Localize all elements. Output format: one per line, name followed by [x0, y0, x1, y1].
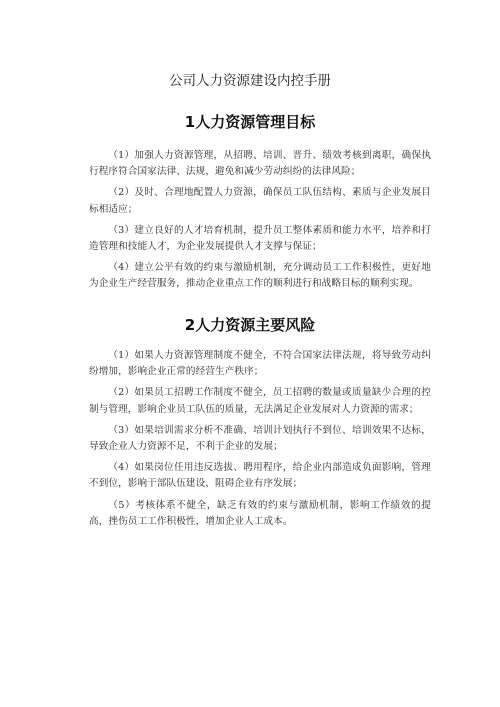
section-management-goals — [89, 148, 431, 298]
paragraph: （2）及时、合理地配置人力资源，确保员工队伍结构、素质与企业发展目标相适应； — [89, 187, 431, 215]
paragraph: （5）考核体系不健全，缺乏有效的约束与激励机制，影响工作绩效的提高，挫伤员工工作积极性，增加企业人工成本。 — [89, 499, 431, 527]
section-heading-main-risks: 2人力资源主要风险 — [184, 316, 316, 334]
paragraph: （4）如果岗位任用违反选拔、聘用程序，给企业内部造成负面影响，管理不到位，影响干部队伍建设，阻碍企业有序发展； — [89, 462, 431, 490]
paragraph: （4）建立公平有效的约束与激励机制，充分调动员工工作积极性，更好地为企业生产经营服务，推动企业重点工作的顺利进行和战略目标的顺利实现。 — [89, 262, 431, 290]
paragraph: （3）建立良好的人才培育机制，提升员工整体素质和能力水平，培养和打造管理和技能人才，为企业发展提供人才支撑与保证； — [89, 224, 431, 253]
paragraph: （1）如果人力资源管理制度不健全，不符合国家法律法规，将导致劳动纠纷增加，影响企业正常的经营生产秩序； — [89, 350, 431, 378]
paragraph: （1）加强人力资源管理，从招聘、培训、晋升、绩效考核到离职，确保执行程序符合国家法律、法规，避免和减少劳动纠纷的法律风险； — [89, 150, 431, 178]
paragraph: （3）如果培训需求分析不准确、培训计划执行不到位、培训效果不达标，导致企业人力资源不足，不利于企业的发展； — [89, 424, 431, 453]
document-title: 公司人力资源建设内控手册 — [169, 73, 331, 89]
section-main-risks — [89, 348, 431, 535]
paragraph: （2）如果员工招聘工作制度不健全，员工招聘的数量或质量缺少合理的控制与管理，影响企业员工队伍的质量，无法满足企业发展对人力资源的需求； — [89, 387, 431, 415]
section-heading-management-goals: 1人力资源管理目标 — [184, 113, 316, 131]
